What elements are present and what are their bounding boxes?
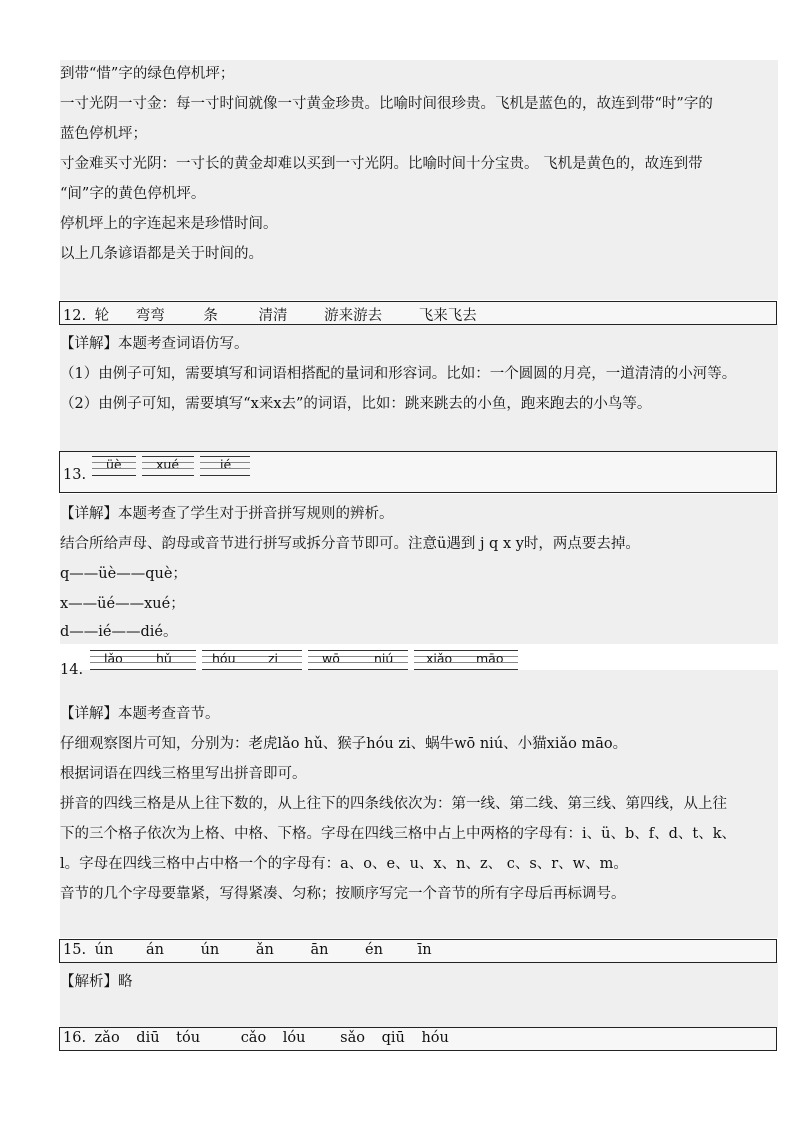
q15-item: ǎn xyxy=(255,942,274,958)
q12-answer-box xyxy=(59,301,777,325)
q16-item: sǎo xyxy=(340,1030,365,1046)
q13-detail-0: 【详解】本题考查了学生对于拼音拼写规则的辨析。 xyxy=(60,506,394,522)
q12-item: 轮 xyxy=(94,308,110,324)
q14-detail-4: 下的三个格子依次为上格、中格、下格。字母在四线三格中占上中两格的字母有：i、ü、b、f、d、t、k、 xyxy=(60,826,737,842)
q14-grid-3 xyxy=(308,650,408,670)
q12-number: 12. xyxy=(63,308,87,324)
q13-detail-3: x——üé——xué； xyxy=(60,596,185,612)
q16-answer-box xyxy=(59,1027,777,1051)
q13-detail-4: d——ié——dié。 xyxy=(60,624,178,640)
q16-item: tóu xyxy=(176,1030,201,1046)
q14-word: wō xyxy=(322,651,340,666)
q15-number: 15. xyxy=(63,942,87,958)
q16-item: lóu xyxy=(282,1030,306,1046)
q15-item: ún xyxy=(94,942,114,958)
q12-item: 弯弯 xyxy=(135,308,165,324)
q14-detail-3: 拼音的四线三格是从上往下数的，从上往下的四条线依次为：第一线、第二线、第三线、第四线，从上往 xyxy=(60,796,727,812)
q14-detail-2: 根据词语在四线三格里写出拼音即可。 xyxy=(60,766,307,782)
q13-number: 13. xyxy=(63,467,87,483)
q12-item: 清清 xyxy=(258,308,288,324)
top-line-0: 到带“惜”字的绿色停机坪； xyxy=(60,66,235,82)
q15-answer-box xyxy=(59,939,777,963)
q16-item: hóu xyxy=(421,1030,449,1046)
q13-word: ié xyxy=(220,457,232,472)
top-line-3: 寸金难买寸光阴：一寸长的黄金却难以买到一寸光阴。比喻时间十分宝贵。 飞机是黄色的，故连到带 xyxy=(60,156,703,172)
q15-panel xyxy=(60,962,778,1028)
top-line-1: 一寸光阴一寸金：每一寸时间就像一寸黄金珍贵。比喻时间很珍贵。飞机是蓝色的，故连到带“时”字的 xyxy=(60,96,713,112)
q16-item: cǎo xyxy=(240,1030,267,1046)
q14-word: xiǎo xyxy=(426,651,453,666)
q14-number: 14. xyxy=(60,662,84,678)
q12-item: 飞来飞去 xyxy=(418,308,477,324)
q13-word: xué xyxy=(156,457,180,472)
q15-item: ún xyxy=(200,942,220,958)
q12-detail-0: 【详解】本题考查词语仿写。 xyxy=(60,336,249,352)
q12-detail-1: （1）由例子可知，需要填写和词语相搭配的量词和形容词。比如：一个圆圆的月亮，一道清清的小河等。 xyxy=(60,366,737,382)
top-line-4: “间”字的黄色停机坪。 xyxy=(60,186,206,202)
q14-detail-1: 仔细观察图片可知，分别为：老虎lǎo hǔ、猴子hóu zi、蜗牛wō niú、小猫xiǎo māo。 xyxy=(60,736,628,752)
q14-word: lǎo xyxy=(104,651,123,666)
q16-item: diū xyxy=(136,1030,160,1046)
q15-item: ān xyxy=(310,942,329,958)
q13-grid-1 xyxy=(92,456,136,476)
q13-grid-2 xyxy=(142,456,194,476)
q14-grid-4 xyxy=(414,650,518,670)
q13-detail-1: 结合所给声母、韵母或音节进行拼写或拆分音节即可。注意ü遇到 j q x y时，两点要去掉。 xyxy=(60,536,640,552)
q13-detail-2: q——üè——què； xyxy=(60,566,187,582)
q16-item: qiū xyxy=(381,1030,405,1046)
top-line-6: 以上几条谚语都是关于时间的。 xyxy=(60,246,263,262)
q14-word: māo xyxy=(476,651,504,666)
q14-detail-0: 【详解】本题考查音节。 xyxy=(60,706,220,722)
q13-grid-3 xyxy=(200,456,250,476)
q12-item: 条 xyxy=(203,308,218,324)
q14-word: niú xyxy=(374,651,394,666)
q16-number: 16. xyxy=(63,1030,87,1046)
q14-grid-2 xyxy=(202,650,302,670)
q13-word: üè xyxy=(106,457,122,472)
q14-detail-5: l。字母在四线三格中占中格一个的字母有：a、o、e、u、x、n、z、 c、s、r、w、m。 xyxy=(60,856,628,872)
q16-item: zǎo xyxy=(94,1030,120,1046)
q15-item: īn xyxy=(417,942,432,958)
q14-word: hǔ xyxy=(156,651,172,666)
q12-item: 游来游去 xyxy=(324,308,383,324)
top-line-5: 停机坪上的字连起来是珍惜时间。 xyxy=(60,216,278,232)
top-line-2: 蓝色停机坪； xyxy=(60,126,147,142)
q14-word: zi xyxy=(268,651,279,666)
q12-detail-2: （2）由例子可知，需要填写“x来x去”的词语，比如：跳来跳去的小鱼，跑来跑去的小鸟等。 xyxy=(60,396,652,412)
q14-grid-1 xyxy=(90,650,196,670)
q15-item: án xyxy=(145,942,164,958)
q14-detail-6: 音节的几个字母要靠紧，写得紧凑、匀称；按顺序写完一个音节的所有字母后再标调号。 xyxy=(60,886,626,902)
q14-word: hóu xyxy=(212,651,236,666)
q13-answer-box xyxy=(59,451,777,493)
q15-item: én xyxy=(365,942,383,958)
q15-detail-0: 【解析】略 xyxy=(60,974,133,990)
